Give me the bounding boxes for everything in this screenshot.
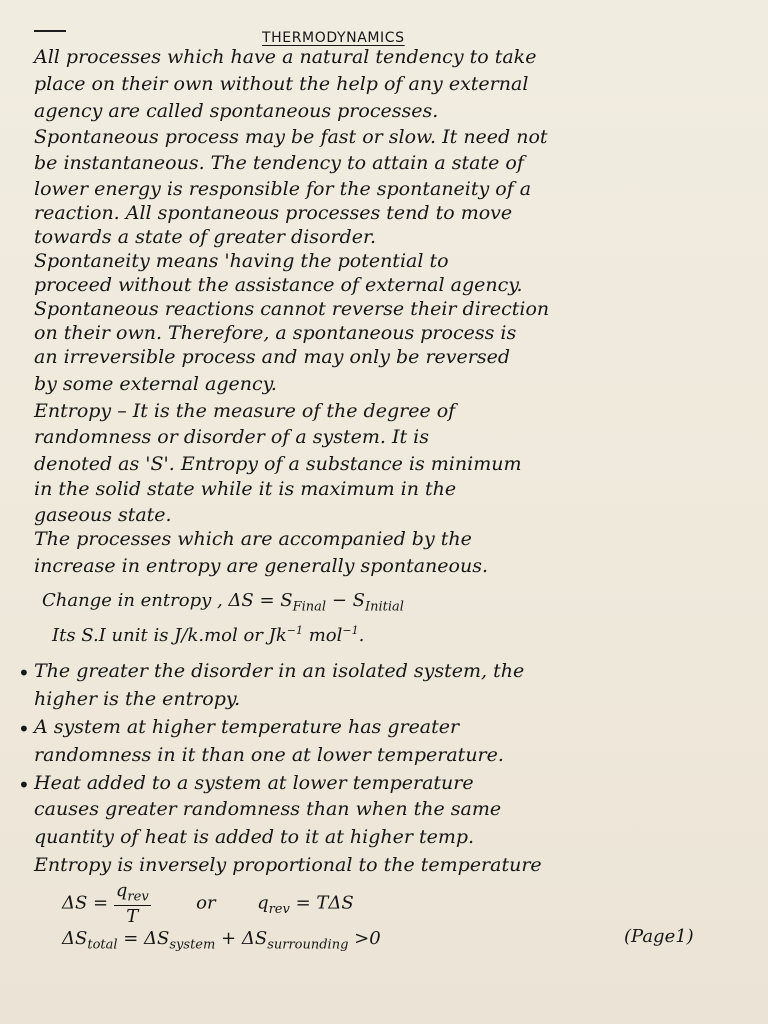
entropy-change-formula: Change in entropy , $\Delta S = S_{Final} - S_{Initial}$: [42, 590, 404, 615]
page-title: THERMODYNAMICS: [262, 30, 405, 46]
text-line: proceed without the assistance of external agency.: [34, 274, 523, 296]
inverse-proportion-line: Entropy is inversely proportional to the temperature: [34, 854, 542, 876]
text-line: towards a state of greater disorder.: [34, 226, 376, 248]
text-line: an irreversible process and may only be reversed: [34, 346, 511, 368]
bullet-line: randomness in it than one at lower temperature.: [34, 744, 504, 766]
text-line: in the solid state while it is maximum in the: [34, 478, 457, 500]
text-line: on their own. Therefore, a spontaneous process is: [34, 322, 517, 344]
text-line: Spontaneous reactions cannot reverse their direction: [34, 298, 550, 320]
bullet-line: Heat added to a system at lower temperature: [34, 772, 474, 794]
text-line: reaction. All spontaneous processes tend to move: [34, 202, 513, 224]
text-line: be instantaneous. The tendency to attain a state of: [34, 152, 524, 174]
bullet-dot: •: [18, 661, 30, 685]
text-line: All processes which have a natural tendency to take: [34, 46, 537, 68]
bullet-line: The greater the disorder in an isolated system, the: [34, 660, 525, 682]
bullet-dot: •: [18, 773, 30, 797]
text-line: agency are called spontaneous processes.: [34, 100, 439, 122]
total-entropy-formula: $\Delta S_{total} = \Delta S_{system} + \Delta S_{surrounding} >0$: [62, 928, 381, 953]
top-dash: [34, 30, 66, 32]
bullet-line: quantity of heat is added to it at higher temp.: [34, 826, 475, 848]
text-line: denoted as 'S'. Entropy of a substance is minimum: [34, 453, 522, 475]
text-line: randomness or disorder of a system. It is: [34, 426, 429, 448]
text-line: Spontaneity means 'having the potential to: [34, 250, 449, 272]
text-line: gaseous state.: [34, 504, 172, 526]
text-line: place on their own without the help of any external: [34, 73, 529, 95]
si-unit-line: Its S.I unit is J/k.mol or $Jk^{-1}$ mol$^{-1}$.: [52, 624, 365, 646]
bullet-line: higher is the entropy.: [34, 688, 241, 710]
entropy-heat-formula: ΔS = $\frac{q_{rev}}{T}$ or $q_{rev} = T\Delta S$: [62, 880, 354, 927]
page-number: (Page1): [624, 926, 694, 947]
bullet-dot: •: [18, 717, 30, 741]
text-line: lower energy is responsible for the spontaneity of a: [34, 178, 532, 200]
bullet-line: A system at higher temperature has greater: [34, 716, 460, 738]
bullet-line: causes greater randomness than when the same: [34, 798, 502, 820]
text-line: Spontaneous process may be fast or slow. It need not: [34, 126, 548, 148]
text-line: The processes which are accompanied by the: [34, 528, 472, 550]
text-line: increase in entropy are generally spontaneous.: [34, 555, 488, 577]
entropy-definition: Entropy – It is the measure of the degree of: [34, 400, 456, 422]
text-line: by some external agency.: [34, 373, 277, 395]
heat-temperature-fraction: $\frac{q_{rev}}{T}$: [115, 880, 149, 927]
